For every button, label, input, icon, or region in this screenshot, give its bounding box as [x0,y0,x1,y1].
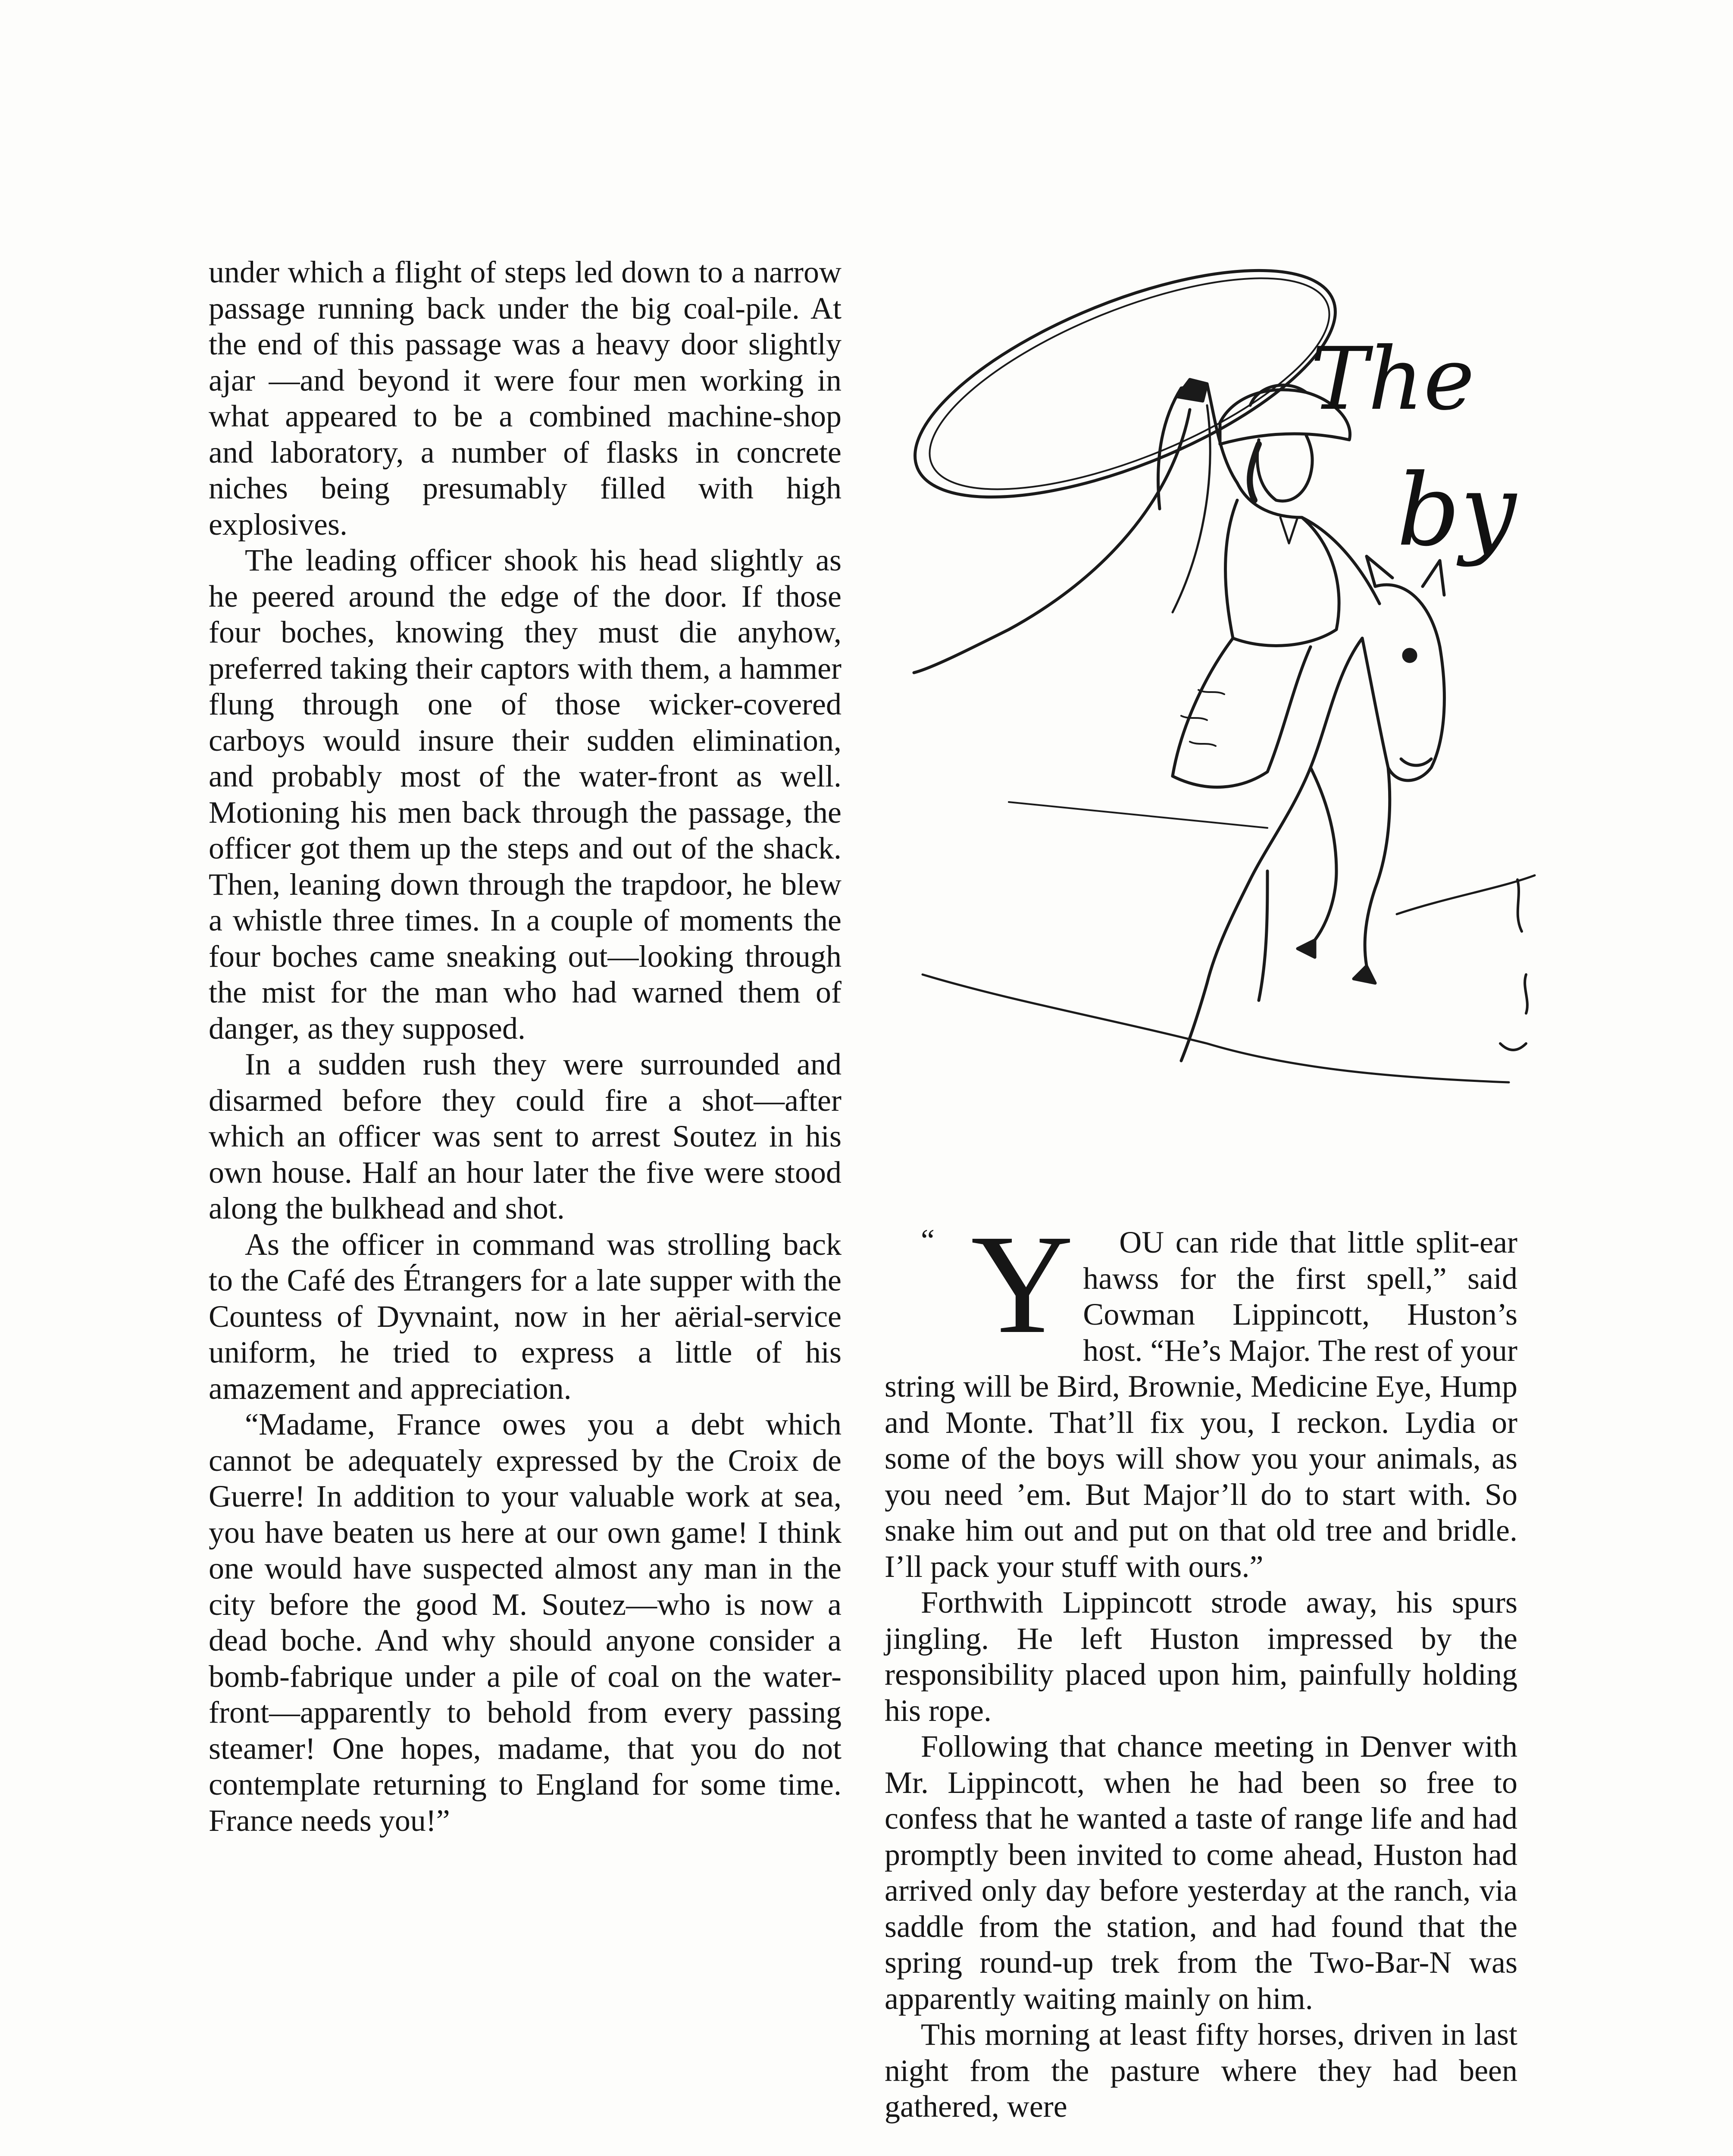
paragraph: Following that chance meeting in Denver with Mr. Lippincott, when he had been so free to confess that he wanted a taste of range life and had promptly been invited to come ahead, Huston had arrived only day before yesterday at the ranch, via saddle from the station, and had found that the spring round-up trek from the Two-Bar-N was apparently waiting mainly on him. [885,1729,1517,2016]
paragraph: Forthwith Lippincott strode away, his spurs jingling. He left Huston impressed by the responsibility placed upon him, painfully holding his rope. [885,1585,1517,1728]
paragraph: under which a flight of steps led down to a narrow passage running back under the big coal-pile. At the end of this passage was a heavy door slightly ajar —and beyond it were four men working in what appeared to be a combined machine-shop and laboratory, a number of flasks in concrete niches being presumably filled with high explosives. [209,255,841,542]
paragraph: In a sudden rush they were surrounded and disarmed before they could fire a shot—after which an officer was sent to arrest Soutez in his own house. Half an hour later the five were stood along the bulkhead and shot. [209,1047,841,1225]
byline-fragment: by [1397,453,1517,568]
paragraph: “Madame, France owes you a debt which cannot be adequately expressed by the Croix de Guerre! In addition to your valuable work at sea, you have beaten us here at our own game! I think one would have suspected almost any man in the city before the good M. Soutez—who is now a dead boche. And why should anyone consider a bomb-fabrique under a pile of coal on the water-front—apparently to behold from every passing steamer! One hopes, madame, that you do not contemplate returning to England for some time. France needs you!” [209,1407,841,1838]
paragraph: This morning at least fifty horses, driven in last night from the pasture where they had been gathered, were [885,2017,1517,2124]
paragraph: The leading officer shook his head slightly as he peered around the edge of the door. If those four boches, knowing they must die anyhow, preferred taking their captors with them, a hammer flung through one of those wicker-covered carboys would insure their sudden elimination, and probably most of the water-front as well. Motioning his men back through the passage, the officer got them up the steps and out of the shack. Then, leaning down through the trapdoor, he blew a whistle three times. In a couple of moments the four boches came sneaking out—looking through the mist for the man who had warned them of danger, as they supposed. [209,543,841,1046]
open-quote: “ [921,1223,935,1257]
paragraph: As the officer in command was strolling back to the Café des Étrangers for a late supper with the Countess of Dyvnaint, now in her aërial-service uniform, he tried to express a little of his amazement and appreciation. [209,1227,841,1406]
story-title-fragment: The [1311,329,1475,429]
opening-paragraph-text: OU can ride that little split-ear hawss for the first spell,” said Cowman Lippincott, Huston’s host. “He’s Major. The rest of your string will be Bird, Brownie, Medicine Eye, Hump and Monte. That’ll fix you, I reckon. Lydia or some of the boys will show you your animals, as you need ’em. But Major’ll do to start with. So snake him out and put on that old tree and bridle. I’ll pack your stuff with ours.” [885,1225,1517,1584]
opening-paragraph [885,1206,1517,1585]
drop-cap: Y [970,1206,1074,1363]
right-column [885,1206,1517,2125]
left-column [209,254,841,1839]
